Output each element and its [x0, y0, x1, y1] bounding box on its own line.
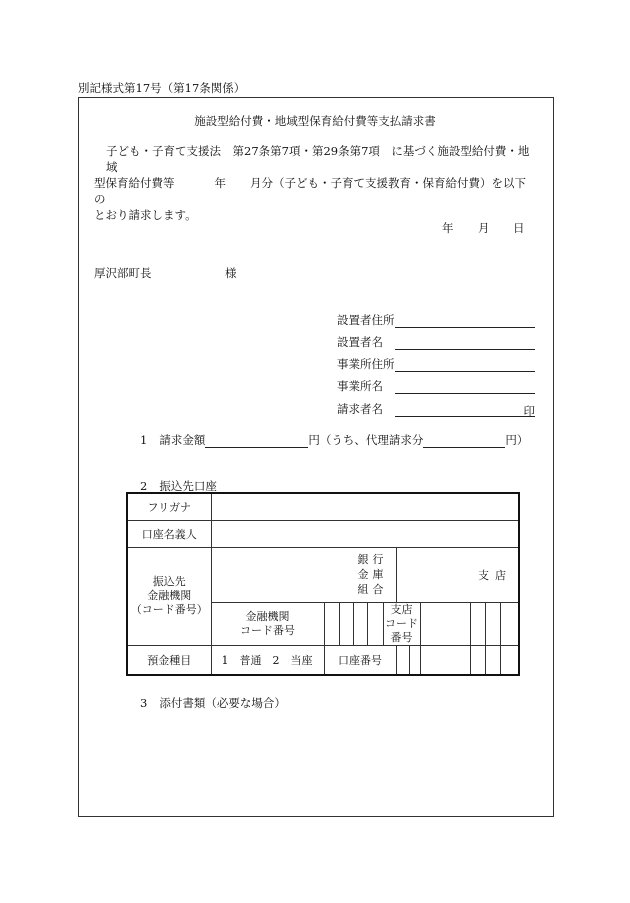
- account-number-digit[interactable]: [396, 645, 409, 675]
- institution-code-digit[interactable]: [324, 602, 339, 645]
- founder-name-field[interactable]: [395, 337, 535, 350]
- account-number-digit[interactable]: [485, 645, 500, 675]
- branch-code-digit[interactable]: [485, 602, 500, 645]
- deposit-type-options[interactable]: 1 普通 2 当座: [211, 645, 324, 675]
- date-year: 年: [442, 221, 454, 235]
- paragraph-line-3: とおり請求します。: [94, 208, 197, 222]
- office-name-field[interactable]: [395, 381, 535, 394]
- founder-address-row: [337, 312, 535, 328]
- bank-account-table: [126, 492, 520, 676]
- form-number: 別記様式第17号（第17条関係）: [78, 81, 246, 95]
- form-title: 施設型給付費・地域型保育給付費等支払請求書: [194, 114, 436, 128]
- date-day: 日: [513, 221, 525, 235]
- founder-name-row: [337, 334, 535, 350]
- furigana-label: フリガナ: [127, 493, 211, 520]
- branch-code-digit[interactable]: [420, 602, 470, 645]
- date-month: 月: [478, 221, 490, 235]
- institution-code-digit[interactable]: [367, 602, 383, 645]
- branch-name-field[interactable]: [396, 547, 519, 602]
- office-address-field[interactable]: [395, 359, 535, 372]
- office-address-row: [337, 356, 535, 372]
- claimant-label: 請求者名: [337, 402, 383, 416]
- account-holder-field[interactable]: [211, 520, 519, 547]
- claimant-row: [337, 401, 535, 417]
- account-section-title: 2 振込先口座: [140, 479, 217, 493]
- addressee-honorific: 様: [225, 266, 237, 280]
- seal-mark: 印: [523, 404, 535, 418]
- account-number-digit[interactable]: [470, 645, 485, 675]
- founder-name-label: 設置者名: [337, 335, 383, 349]
- institution-code-digit[interactable]: [339, 602, 353, 645]
- account-number-label: 口座番号: [324, 645, 396, 675]
- proxy-amount-prefix: （うち、代理請求分: [319, 433, 424, 447]
- deposit-type-label: 預金種目: [127, 645, 211, 675]
- institution-code-label: 金融機関 コード番号: [211, 602, 324, 645]
- amount-label: 請求金額: [159, 433, 206, 447]
- institution-code-digit[interactable]: [353, 602, 367, 645]
- furigana-field[interactable]: [211, 493, 519, 520]
- office-name-label: 事業所名: [337, 379, 383, 393]
- paragraph-line-1: 子ども・子育て支援法 第27条第7項・第29条第7項 に基づく施設型給付費・地域: [106, 144, 530, 174]
- account-number-digit[interactable]: [500, 645, 519, 675]
- office-name-row: [337, 378, 535, 394]
- attachments-label: 添付書類（必要な場合）: [159, 696, 286, 710]
- bank-name-field[interactable]: 銀行 金庫 組合: [211, 547, 396, 602]
- claimant-field[interactable]: [395, 404, 535, 417]
- request-paragraph: [94, 143, 534, 223]
- paragraph-line-2: 型保育給付費等 年 月分（子ども・子育て支援教育・保育給付費）を以下の: [94, 176, 526, 206]
- office-address-label: 事業所住所: [337, 357, 395, 371]
- branch-code-digit[interactable]: [470, 602, 485, 645]
- account-number-digit[interactable]: [420, 645, 470, 675]
- proxy-amount-field[interactable]: [423, 435, 505, 448]
- founder-address-field[interactable]: [395, 315, 535, 328]
- addressee-name: 厚沢部町長: [94, 266, 152, 280]
- founder-address-label: 設置者住所: [337, 313, 395, 327]
- amount-row: 1 請求金額 円（うち、代理請求分 円）: [140, 433, 529, 447]
- branch-code-label: 支店 コード番号: [385, 602, 418, 644]
- amount-field[interactable]: [205, 435, 308, 448]
- account-holder-label: 口座名義人: [127, 520, 211, 547]
- branch-suffix: 支店: [478, 568, 512, 582]
- attachments-row: 3 添付書類（必要な場合）: [140, 696, 286, 710]
- account-number-digit[interactable]: [409, 645, 420, 675]
- bank-label: 振込先 金融機関 （コード番号）: [127, 547, 211, 645]
